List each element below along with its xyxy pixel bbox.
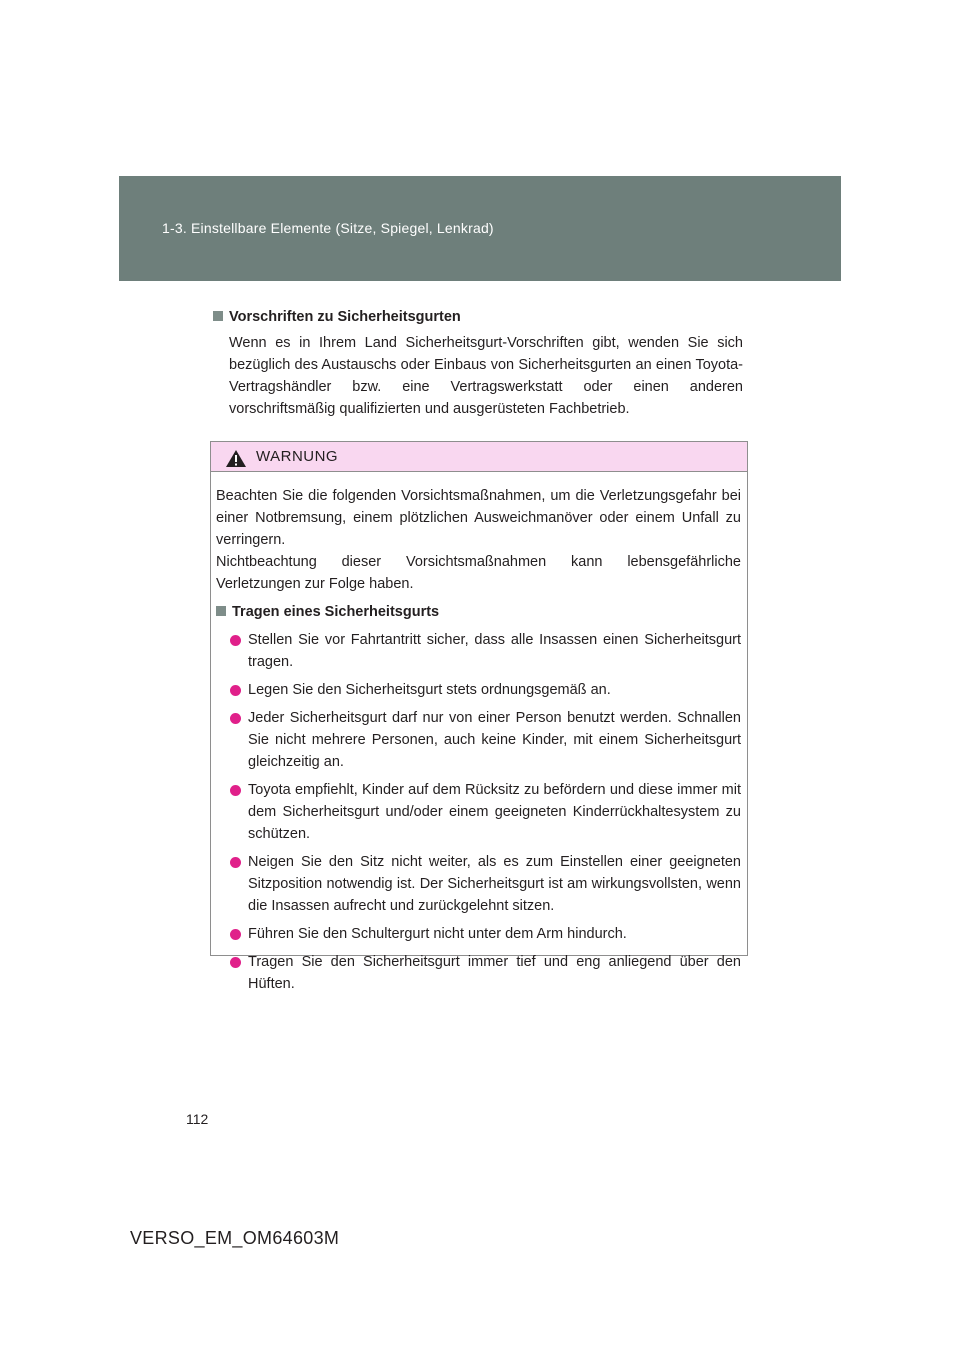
warning-paragraph-1: Beachten Sie die folgenden Vorsichtsmaßnahmen, um die Verletzungsgefahr bei einer Notbremsung, einem plötzlichen Ausweichmanöver oder einem Unfall zu verringern. [216,488,741,548]
warning-paragraph-2: Nichtbeachtung dieser Vorsichtsmaßnahmen kann lebensgefährliche Verletzungen zur Folge haben. [216,554,741,592]
list-item [228,923,741,945]
intro-heading-text: Vorschriften zu Sicherheitsgurten [229,309,461,325]
bullet-dot-icon [230,713,241,724]
list-item-text: Toyota empfiehlt, Kinder auf dem Rücksitz zu befördern und diese immer mit dem Sicherheitsgurt und/oder einem geeigneten Kinderrückhaltesystem zu schützen. [248,782,741,842]
list-item-text: Jeder Sicherheitsgurt darf nur von einer Person benutzt werden. Schnallen Sie nicht mehrere Personen, auch keine Kinder, mit einem Sicherheitsgurt gleichzeitig an. [248,710,741,770]
square-marker-icon [216,606,226,616]
section-title: 1-3. Einstellbare Elemente (Sitze, Spiegel, Lenkrad) [162,220,494,236]
list-item [228,679,741,701]
list-item [228,951,741,995]
page-number: 112 [186,1111,209,1127]
bullet-dot-icon [230,857,241,868]
list-item [228,779,741,845]
warning-triangle-icon [225,449,247,468]
intro-heading [213,306,743,328]
bullet-dot-icon [230,635,241,646]
warning-title: WARNUNG [256,448,339,465]
list-item [228,629,741,673]
list-item-text: Tragen Sie den Sicherheitsgurt immer tief und eng anliegend über den Hüften. [248,954,741,992]
section-header-band [119,176,841,281]
bullet-dot-icon [230,929,241,940]
warning-header [211,442,747,472]
bullet-dot-icon [230,685,241,696]
list-item-text: Stellen Sie vor Fahrtantritt sicher, dass alle Insassen einen Sicherheitsgurt tragen. [248,632,741,670]
document-code: VERSO_EM_OM64603M [130,1228,340,1248]
list-item-text: Neigen Sie den Sitz nicht weiter, als es zum Einstellen einer geeigneten Sitzposition notwendig ist. Der Sicherheitsgurt ist am wirkungsvollsten, wenn die Insassen aufrecht und zurückgelehnt sitzen. [248,854,741,914]
intro-paragraph: Wenn es in Ihrem Land Sicherheitsgurt-Vorschriften gibt, wenden Sie sich bezüglich des Austauschs oder Einbaus von Sicherheitsgurten an einen Toyota-Vertragshändler bzw. eine Vertragswerkstatt oder einen anderen vorschriftsmäßig qualifizierten und ausgerüsteten Fachbetrieb. [229,335,743,417]
list-item [228,707,741,773]
bullet-dot-icon [230,957,241,968]
warning-subheading [216,601,741,623]
list-item-text: Legen Sie den Sicherheitsgurt stets ordnungsgemäß an. [248,682,611,698]
list-item-text: Führen Sie den Schultergurt nicht unter dem Arm hindurch. [248,926,627,942]
bullet-dot-icon [230,785,241,796]
square-marker-icon [213,311,223,321]
warning-box [210,441,748,992]
list-item [228,851,741,917]
warning-body [211,472,747,995]
warning-subheading-text: Tragen eines Sicherheitsgurts [232,604,440,620]
intro-section [213,306,743,420]
